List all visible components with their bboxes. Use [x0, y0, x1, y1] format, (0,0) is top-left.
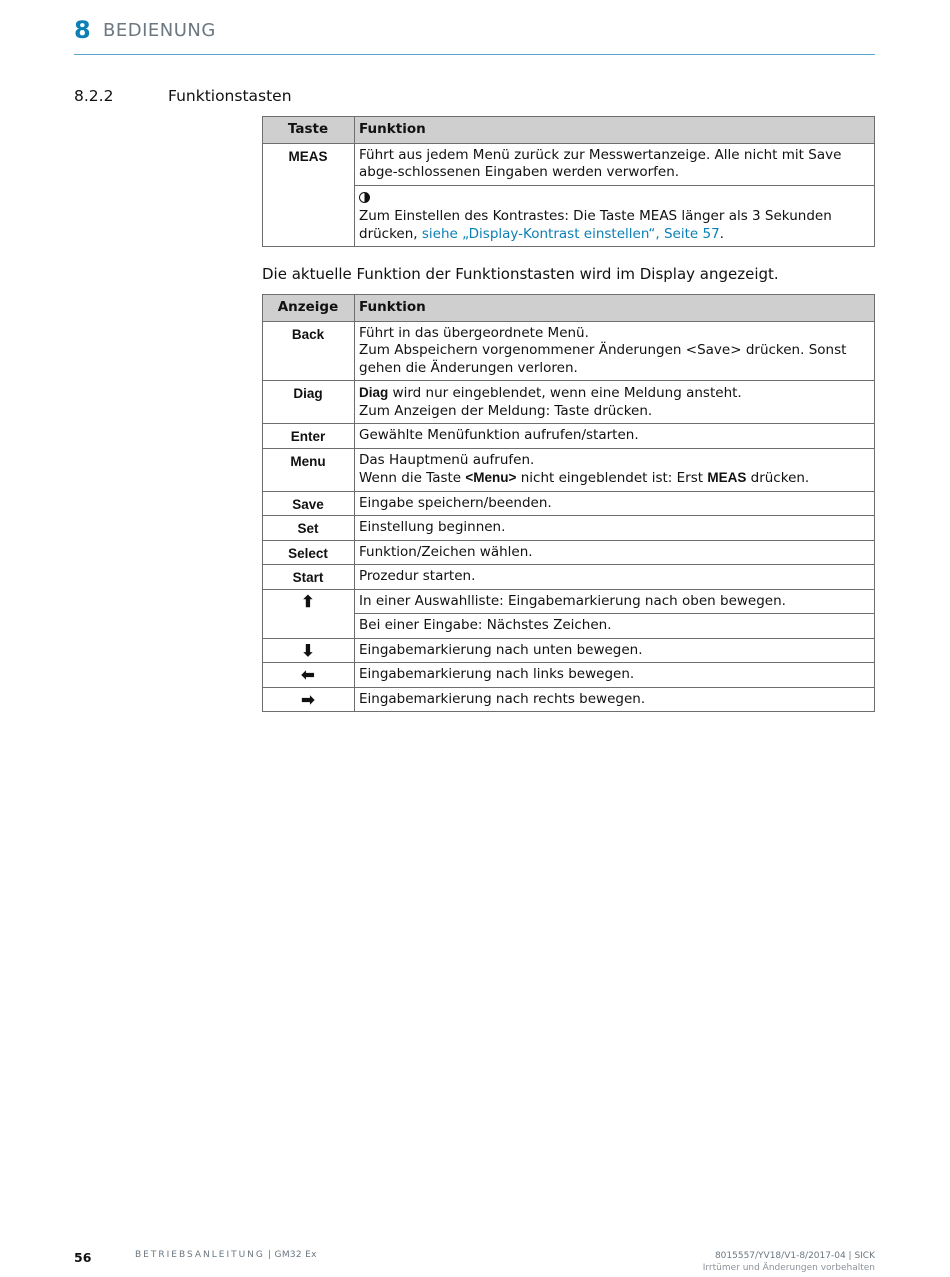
menu-line-2a: Wenn die Taste: [359, 470, 466, 486]
contrast-icon: [359, 192, 370, 203]
doc-separator: |: [264, 1250, 275, 1260]
document-id: 8015557/YV18/V1-8/2017-04 | SICK: [714, 1251, 875, 1261]
arrow-down-icon: ⬇: [301, 642, 315, 660]
diag-line-2: Zum Anzeigen der Meldung: Taste drücken.: [359, 402, 653, 419]
section-number: 8.2.2: [74, 87, 114, 105]
column-header-anzeige: Anzeige: [263, 295, 355, 322]
display-contrast-link[interactable]: siehe „Display-Kontrast einstellen“, Seite 57: [421, 225, 720, 242]
key-select: Select: [263, 540, 355, 565]
arrow-left-icon: ⬅: [301, 667, 315, 684]
key-start: Start: [263, 565, 355, 590]
diag-line-1: wird nur eingeblendet, wenn eine Meldung ansteht.: [388, 385, 742, 401]
table-header-row: [263, 295, 875, 322]
back-description: [355, 321, 875, 381]
table-row: [263, 663, 875, 688]
up-description-list: In einer Auswahlliste: Eingabemarkierung nach oben bewegen.: [355, 589, 875, 614]
meas-contrast-description: [355, 185, 875, 247]
intro-paragraph: Die aktuelle Funktion der Funktionstasten wird im Display angezeigt.: [262, 265, 779, 283]
key-back: Back: [263, 321, 355, 381]
column-header-funktion: Funktion: [355, 295, 875, 322]
start-description: Prozedur starten.: [355, 565, 875, 590]
menu-description: [355, 448, 875, 491]
diag-description: [355, 381, 875, 424]
table-row: [263, 540, 875, 565]
contrast-text: Zum Einstellen des Kontrastes: Die Taste MEAS länger als 3 Sekunden drücken,: [359, 208, 832, 242]
table-row: [263, 565, 875, 590]
column-header-funktion: Funktion: [355, 117, 875, 144]
contrast-suffix: .: [719, 225, 724, 242]
arrow-right-icon: ➡: [301, 691, 315, 709]
menu-line-2c: nicht eingeblendet ist: Erst: [516, 470, 708, 486]
diag-bold: Diag: [359, 385, 389, 400]
back-line-1: Führt in das übergeordnete Menü.: [359, 324, 589, 341]
table-row: [263, 185, 875, 247]
table-row: [263, 424, 875, 449]
chapter-number: 8: [74, 16, 91, 44]
doc-type: BETRIEBSANLEITUNG: [135, 1250, 265, 1260]
menu-line-2d: MEAS: [707, 470, 747, 485]
key-up: [263, 589, 355, 638]
table-row: [263, 491, 875, 516]
key-set: Set: [263, 516, 355, 541]
down-description: Eingabemarkierung nach unten bewegen.: [355, 638, 875, 663]
table-row: [263, 687, 875, 712]
footer-right: [703, 1250, 875, 1274]
left-description: Eingabemarkierung nach links bewegen.: [355, 663, 875, 688]
document-label: [135, 1250, 317, 1260]
table-row: [263, 516, 875, 541]
key-down: [263, 638, 355, 663]
column-header-taste: Taste: [263, 117, 355, 144]
enter-description: Gewählte Menüfunktion aufrufen/starten.: [355, 424, 875, 449]
menu-line-2e: drücken.: [746, 470, 810, 486]
page-number: 56: [74, 1250, 92, 1265]
table-row: [263, 321, 875, 381]
up-description-input: Bei einer Eingabe: Nächstes Zeichen.: [355, 614, 875, 639]
key-menu: Menu: [263, 448, 355, 491]
table-row: [263, 589, 875, 614]
key-left: [263, 663, 355, 688]
table-row: [263, 614, 875, 639]
product-name: GM32 Ex: [274, 1250, 317, 1260]
table-row: [263, 638, 875, 663]
meas-description: Führt aus jedem Menü zurück zur Messwertanzeige. Alle nicht mit Save abge-schlossenen Eingaben werden verworfen.: [355, 143, 875, 185]
table-row: [263, 448, 875, 491]
key-diag: Diag: [263, 381, 355, 424]
select-description: Funktion/Zeichen wählen.: [355, 540, 875, 565]
set-description: Einstellung beginnen.: [355, 516, 875, 541]
key-save: Save: [263, 491, 355, 516]
menu-line-2b: <Menu>: [465, 470, 517, 485]
page-header: [74, 14, 875, 55]
display-functions-table: [262, 294, 875, 712]
key-meas: MEAS: [263, 143, 355, 247]
table-header-row: [263, 117, 875, 144]
function-keys-table: [262, 116, 875, 247]
arrow-up-icon: ⬆: [301, 593, 315, 611]
disclaimer: Irrtümer und Änderungen vorbehalten: [702, 1263, 875, 1273]
menu-line-1: Das Hauptmenü aufrufen.: [359, 451, 535, 468]
key-right: [263, 687, 355, 712]
chapter-title: BEDIENUNG: [103, 20, 216, 41]
back-line-2: Zum Abspeichern vorgenommener Änderungen <Save> drücken. Sonst gehen die Änderungen verloren.: [359, 342, 847, 376]
key-enter: Enter: [263, 424, 355, 449]
section-title: Funktionstasten: [168, 87, 292, 105]
save-description: Eingabe speichern/beenden.: [355, 491, 875, 516]
table-row: [263, 381, 875, 424]
right-description: Eingabemarkierung nach rechts bewegen.: [355, 687, 875, 712]
table-row: [263, 143, 875, 185]
